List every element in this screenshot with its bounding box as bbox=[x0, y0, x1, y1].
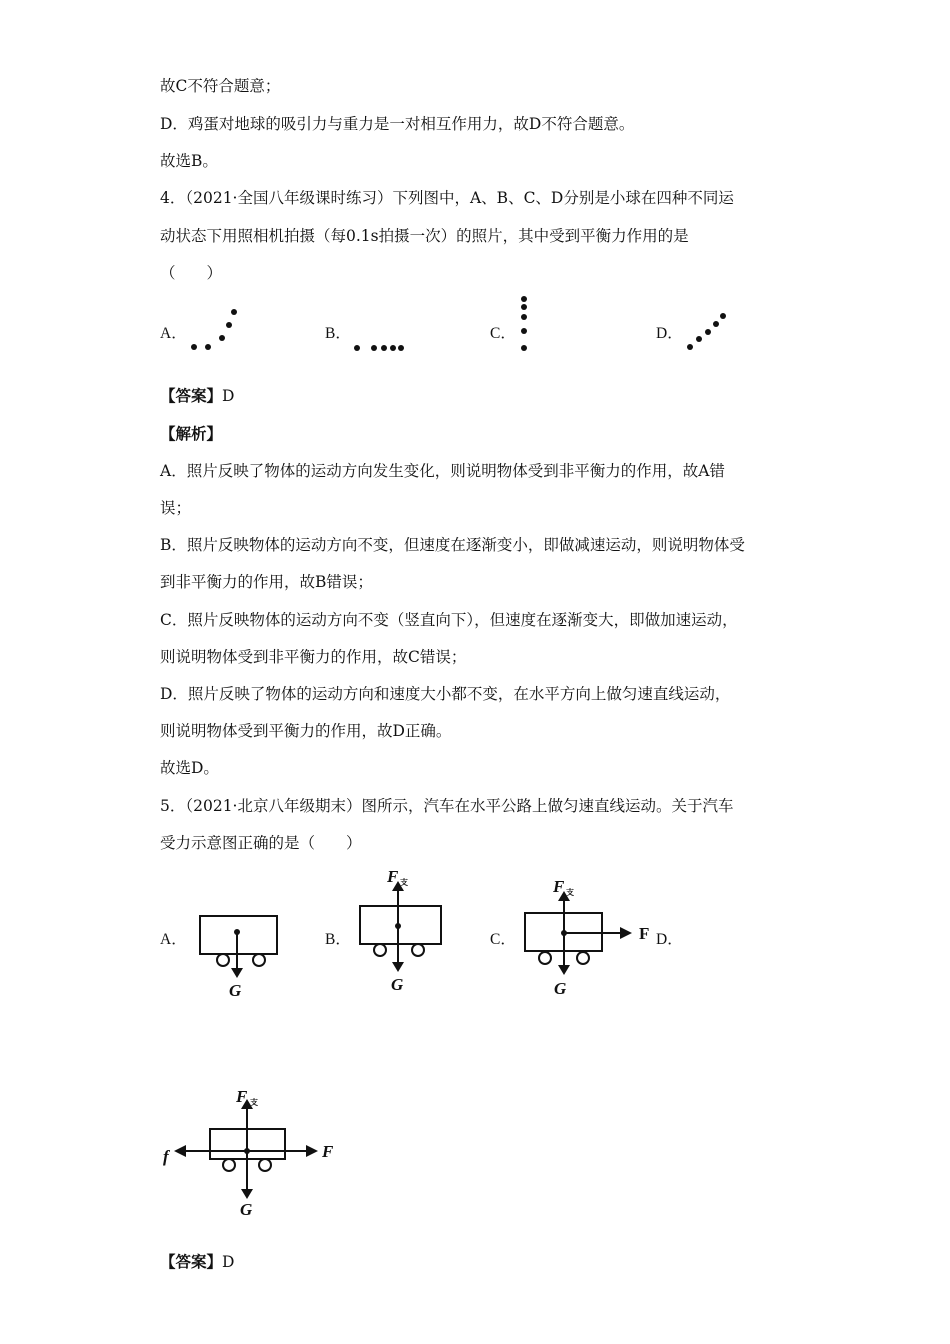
q5-option-d-inline-label: D． bbox=[656, 931, 683, 948]
question-4-text: 动状态下用照相机拍摄（每0.1s拍摄一次）的照片，其中受到平衡力作用的是 bbox=[160, 227, 689, 245]
answer-value: D bbox=[222, 387, 235, 405]
q5-option-a-figure bbox=[195, 910, 285, 1000]
q4-option-c-label: C． bbox=[490, 325, 516, 342]
analysis-line: 误； bbox=[160, 499, 192, 517]
text-line: 故C不符合题意； bbox=[160, 77, 281, 95]
q5-option-d-figure bbox=[160, 1085, 345, 1220]
q5-option-c-label: C． bbox=[490, 931, 516, 948]
analysis-line: 则说明物体受到非平衡力的作用，故C错误； bbox=[160, 648, 467, 666]
q5-option-b-figure bbox=[355, 865, 455, 995]
gravity-label: G bbox=[240, 1200, 253, 1219]
q4-option-b-figure bbox=[350, 340, 410, 354]
question-5-text: 受力示意图正确的是（ ） bbox=[160, 834, 362, 852]
answer-value: D bbox=[222, 1253, 235, 1271]
question-4-text: （ ） bbox=[160, 264, 223, 282]
q4-option-b-label: B． bbox=[325, 325, 351, 342]
answer-4 bbox=[160, 386, 234, 406]
support-subscript: 支 bbox=[566, 888, 574, 897]
analysis-line: C．照片反映物体的运动方向不变（竖直向下），但速度在逐渐变大，即做加速运动， bbox=[160, 611, 738, 629]
text-line: 故选B。 bbox=[160, 152, 218, 170]
support-force-label: F bbox=[387, 867, 399, 886]
analysis-line: D．照片反映了物体的运动方向和速度大小都不变，在水平方向上做匀速直线运动， bbox=[160, 685, 731, 703]
answer-5 bbox=[160, 1252, 234, 1272]
answer-label: 【答案】 bbox=[160, 1252, 223, 1271]
traction-label: F bbox=[322, 1142, 334, 1161]
support-force-label: F bbox=[236, 1087, 248, 1106]
gravity-label: G bbox=[391, 975, 404, 994]
q4-option-c-figure bbox=[514, 294, 534, 356]
q5-option-b-label: B． bbox=[325, 931, 351, 948]
analysis-line: 则说明物体受到平衡力的作用，故D正确。 bbox=[160, 722, 452, 740]
traction-label: F bbox=[639, 924, 650, 943]
q4-option-a-label: A． bbox=[160, 325, 187, 342]
analysis-line: 故选D。 bbox=[160, 759, 219, 777]
q4-option-d-figure bbox=[682, 308, 732, 353]
question-4-text: 4．（2021·全国八年级课时练习）下列图中，A、B、C、D分别是小球在四种不同运 bbox=[160, 189, 734, 207]
analysis-label: 【解析】 bbox=[160, 424, 223, 443]
answer-label: 【答案】 bbox=[160, 386, 223, 405]
gravity-label: G bbox=[554, 979, 567, 998]
gravity-label: G bbox=[229, 981, 242, 1000]
friction-label: f bbox=[163, 1147, 169, 1166]
analysis-line: B．照片反映物体的运动方向不变，但速度在逐渐变小，即做减速运动，则说明物体受 bbox=[160, 536, 745, 554]
question-5-text: 5．（2021·北京八年级期末）图所示，汽车在水平公路上做匀速直线运动。关于汽车 bbox=[160, 797, 734, 815]
analysis-line: 到非平衡力的作用，故B错误； bbox=[160, 573, 373, 591]
support-force-label: F bbox=[553, 877, 565, 896]
q4-option-d-label: D． bbox=[656, 325, 683, 342]
text-line: D．鸡蛋对地球的吸引力与重力是一对相互作用力，故D不符合题意。 bbox=[160, 115, 635, 133]
support-subscript: 支 bbox=[250, 1098, 258, 1107]
q4-option-a-figure bbox=[185, 300, 245, 355]
support-subscript: 支 bbox=[400, 878, 408, 887]
q5-option-a-label: A． bbox=[160, 931, 187, 948]
analysis-line: A．照片反映了物体的运动方向发生变化，则说明物体受到非平衡力的作用，故A错 bbox=[160, 462, 725, 480]
q5-option-c-figure bbox=[520, 875, 660, 1000]
